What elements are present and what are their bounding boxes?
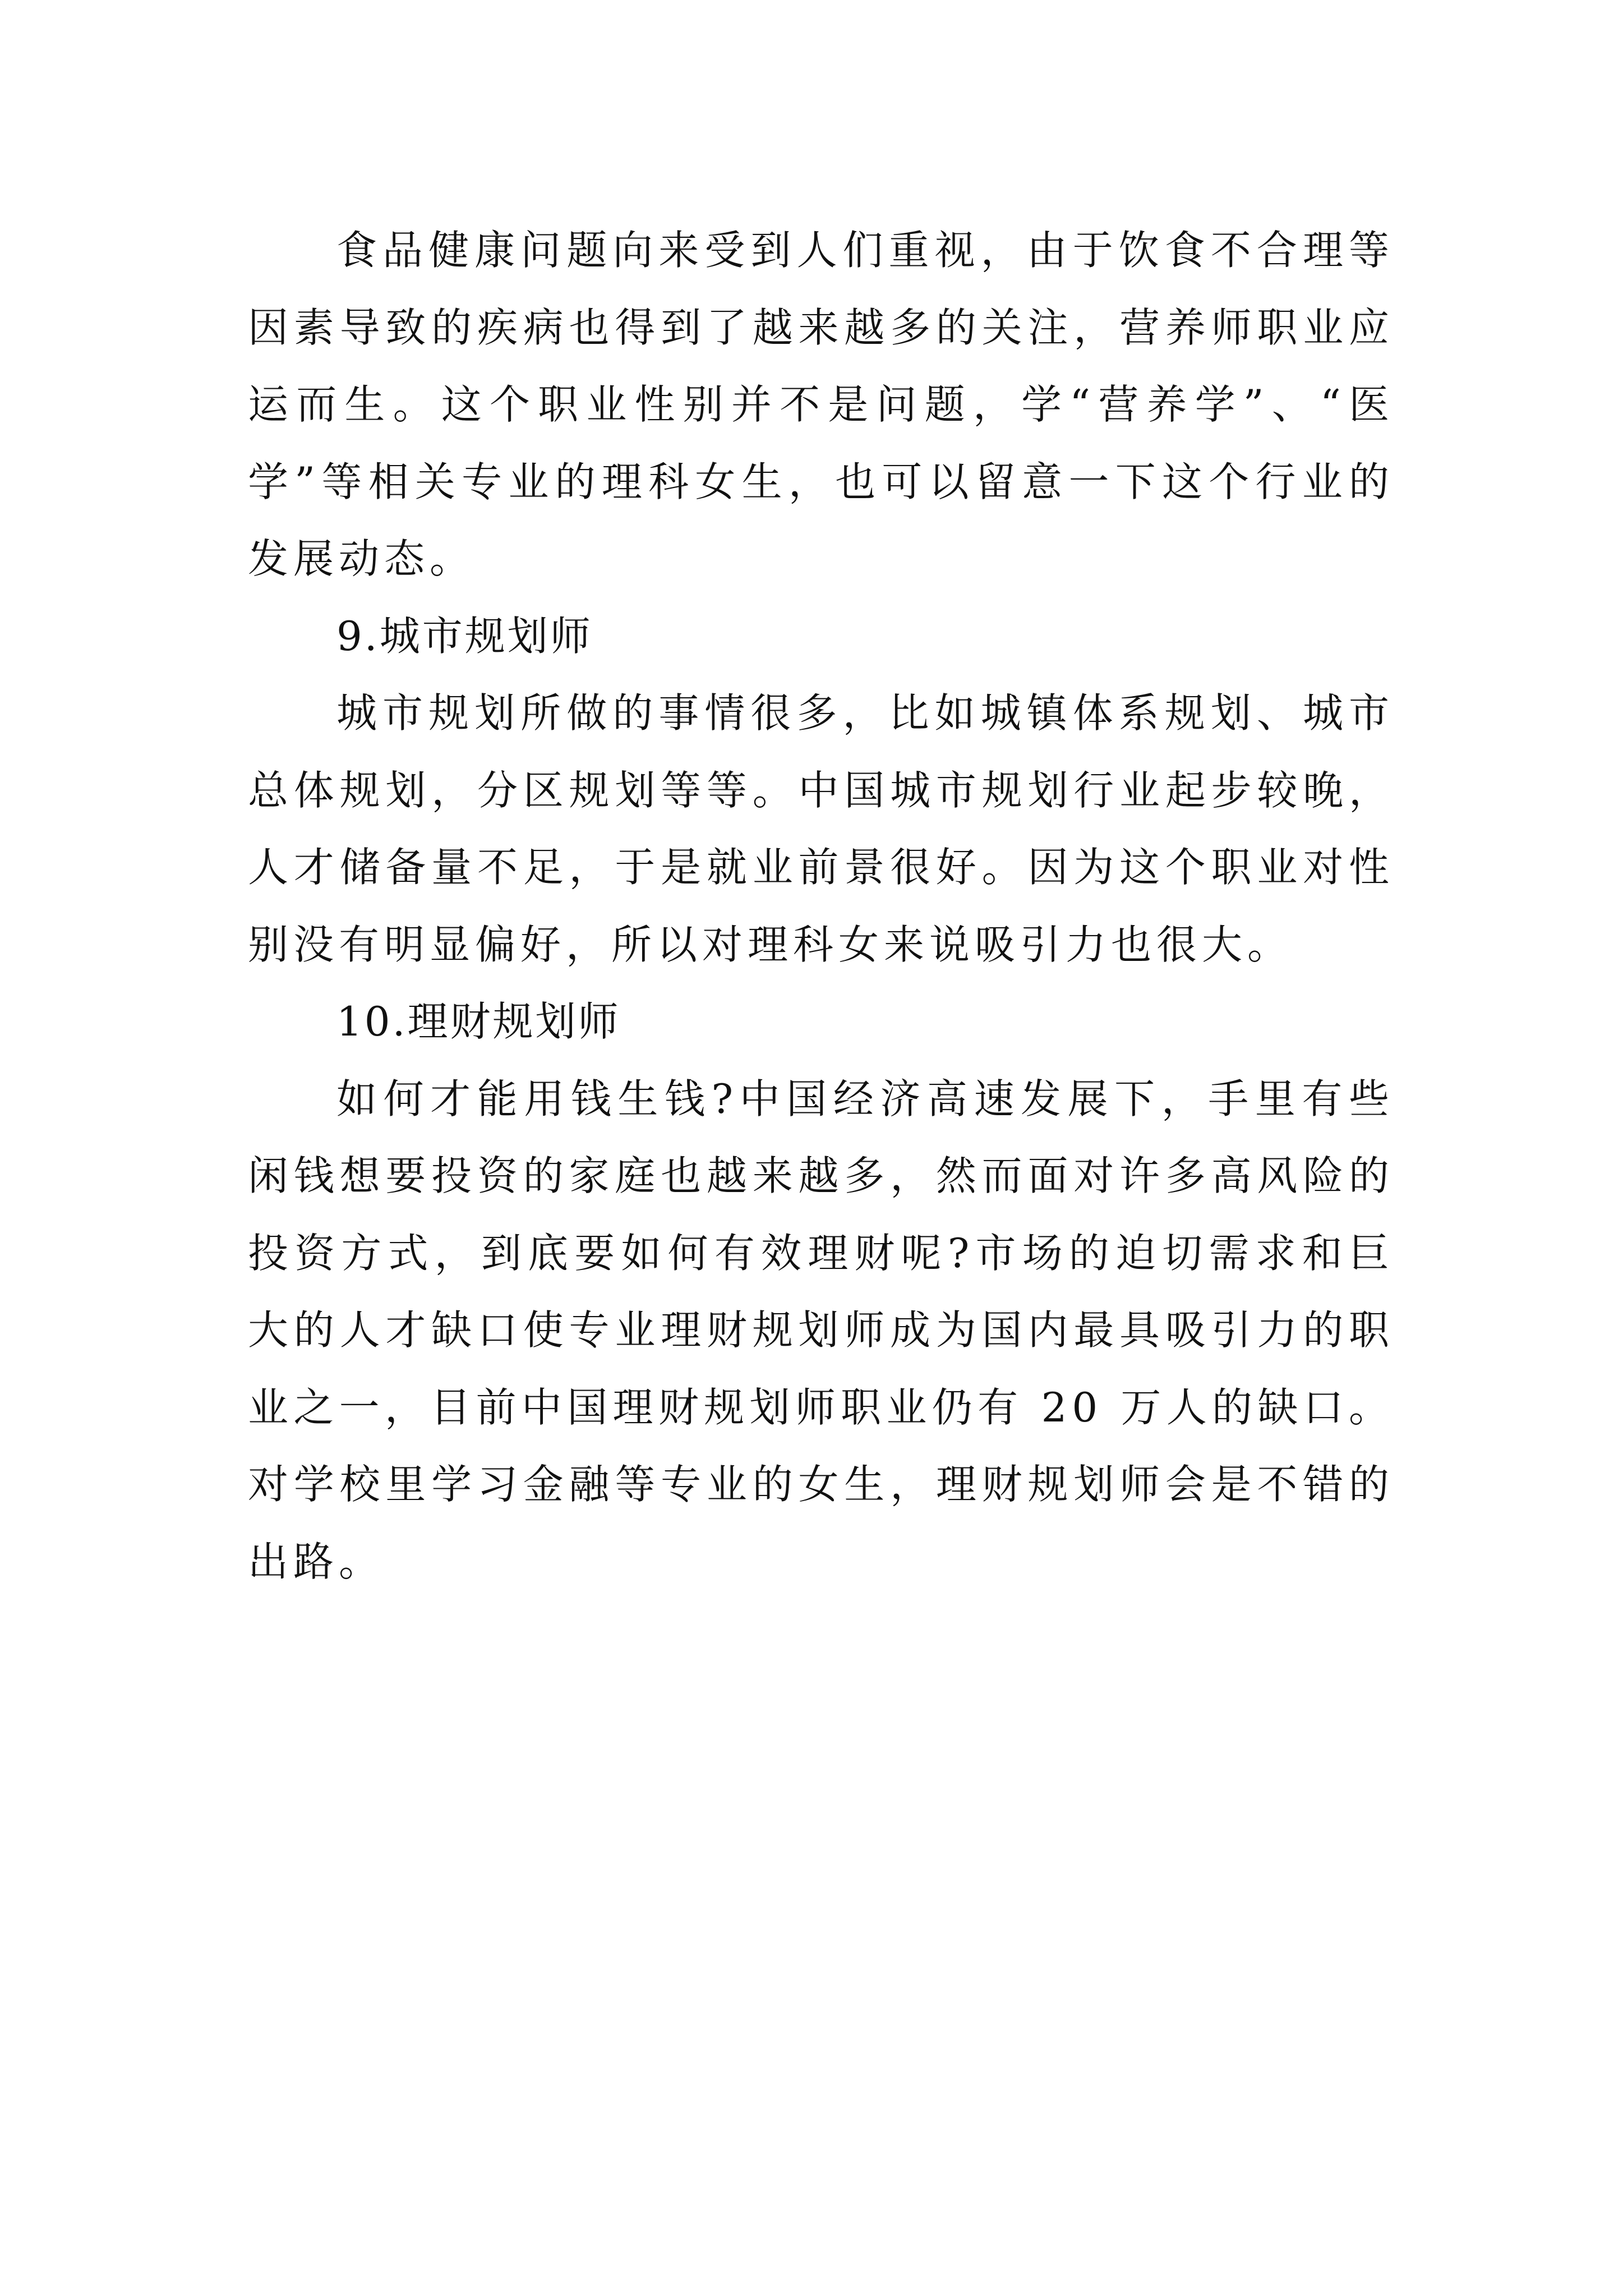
paragraph-nutritionist: 食品健康问题向来受到人们重视，由于饮食不合理等因素导致的疾病也得到了越来越多的关注，营养师职业应运而生。这个职业性别并不是问题，学“营养学”、“医学”等相关专业的理科女生，也可以留意一下这个行业的发展动态。: [248, 227, 1394, 582]
heading-financial-planner: 10.理财规划师: [336, 998, 621, 1045]
paragraph-financial-planner: 如何才能用钱生钱?中国经济高速发展下，手里有些闲钱想要投资的家庭也越来越多，然而面对许多高风险的投资方式，到底要如何有效理财呢?市场的迫切需求和巨大的人才缺口使专业理财规划师成为国内最具吸引力的职业之一，目前中国理财规划师职业仍有 20 万人的缺口。对学校里学习金融等专业的女生，理财规划师会是不错的出路。: [248, 1075, 1394, 1585]
paragraph-urban-planner: 城市规划所做的事情很多，比如城镇体系规划、城市总体规划，分区规划等等。中国城市规划行业起步较晚，人才储备量不足，于是就业前景很好。因为这个职业对性别没有明显偏好，所以对理科女来说吸引力也很大。: [248, 689, 1394, 968]
document-body: [248, 212, 1394, 1600]
heading-urban-planner: 9.城市规划师: [336, 612, 593, 660]
